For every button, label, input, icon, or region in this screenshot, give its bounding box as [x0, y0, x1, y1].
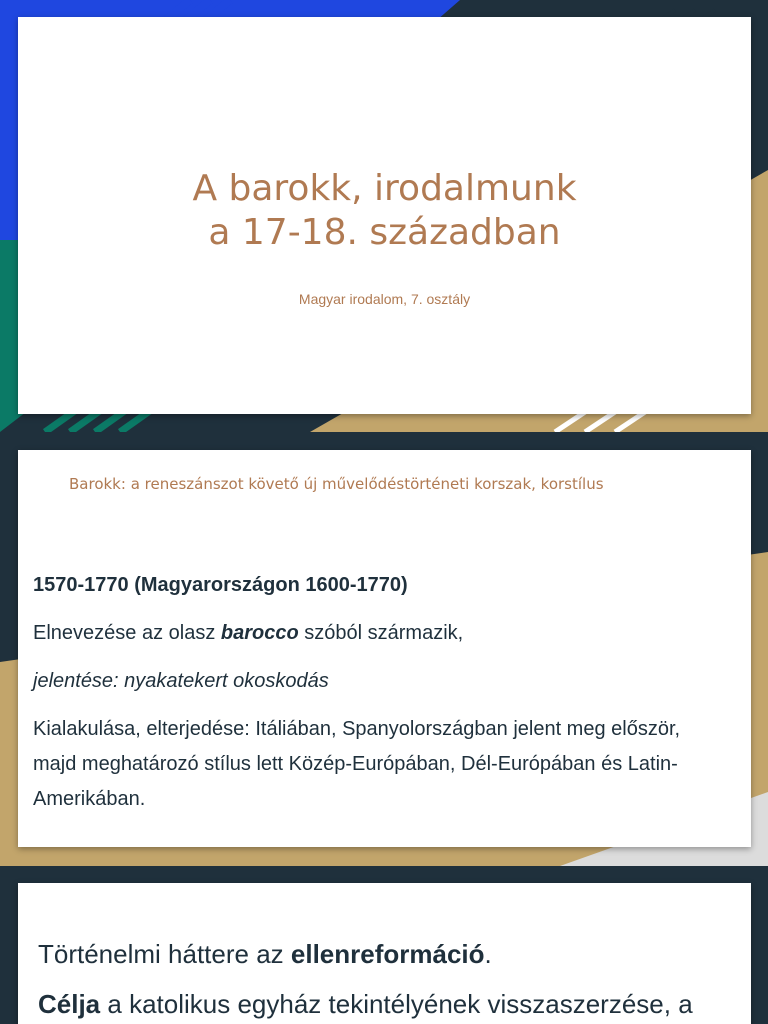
definition-card	[18, 450, 751, 847]
background-after: .	[484, 939, 492, 969]
meaning-text: jelentése: nyakatekert okoskodás	[33, 670, 329, 692]
spread-description: Kialakulása, elterjedése: Itáliában, Spanyolországban jelent meg először, majd meghatározó stílus lett Közép-Európában, Dél-Európában és Latin-Amerikában.	[33, 718, 681, 810]
baroque-definition: Barokk: a reneszánszot követő új művelődéstörténeti korszak, korstílus	[69, 475, 604, 493]
title-line-1: A barokk, irodalmunk	[192, 168, 577, 209]
slide-body	[33, 568, 721, 831]
definition-slide	[0, 432, 768, 866]
counter-reformation-term: ellenreformáció	[290, 939, 485, 969]
period-dates: 1570-1770 (Magyarországon 1600-1770)	[33, 574, 408, 596]
goal-rest: a katolikus egyház tekintélyének visszaszerzése, a	[100, 989, 693, 1019]
title-line-2: a 17-18. században	[208, 212, 561, 253]
name-origin-after: szóból származik,	[298, 622, 464, 644]
name-origin	[33, 616, 721, 650]
history-card	[18, 883, 751, 1024]
presentation-subtitle: Magyar irodalom, 7. osztály	[298, 291, 471, 307]
history-body	[38, 936, 731, 1024]
goal	[38, 986, 731, 1022]
name-origin-before: Elnevezése az olasz	[33, 622, 221, 644]
goal-term: Célja	[38, 989, 101, 1019]
history-slide	[0, 866, 768, 1024]
title-slide	[0, 0, 768, 432]
meaning	[33, 664, 721, 698]
title-card	[18, 17, 751, 414]
barocco-word: barocco	[220, 622, 299, 644]
historical-background	[38, 936, 731, 972]
background-before: Történelmi háttere az	[38, 939, 291, 969]
presentation-title	[18, 167, 751, 255]
